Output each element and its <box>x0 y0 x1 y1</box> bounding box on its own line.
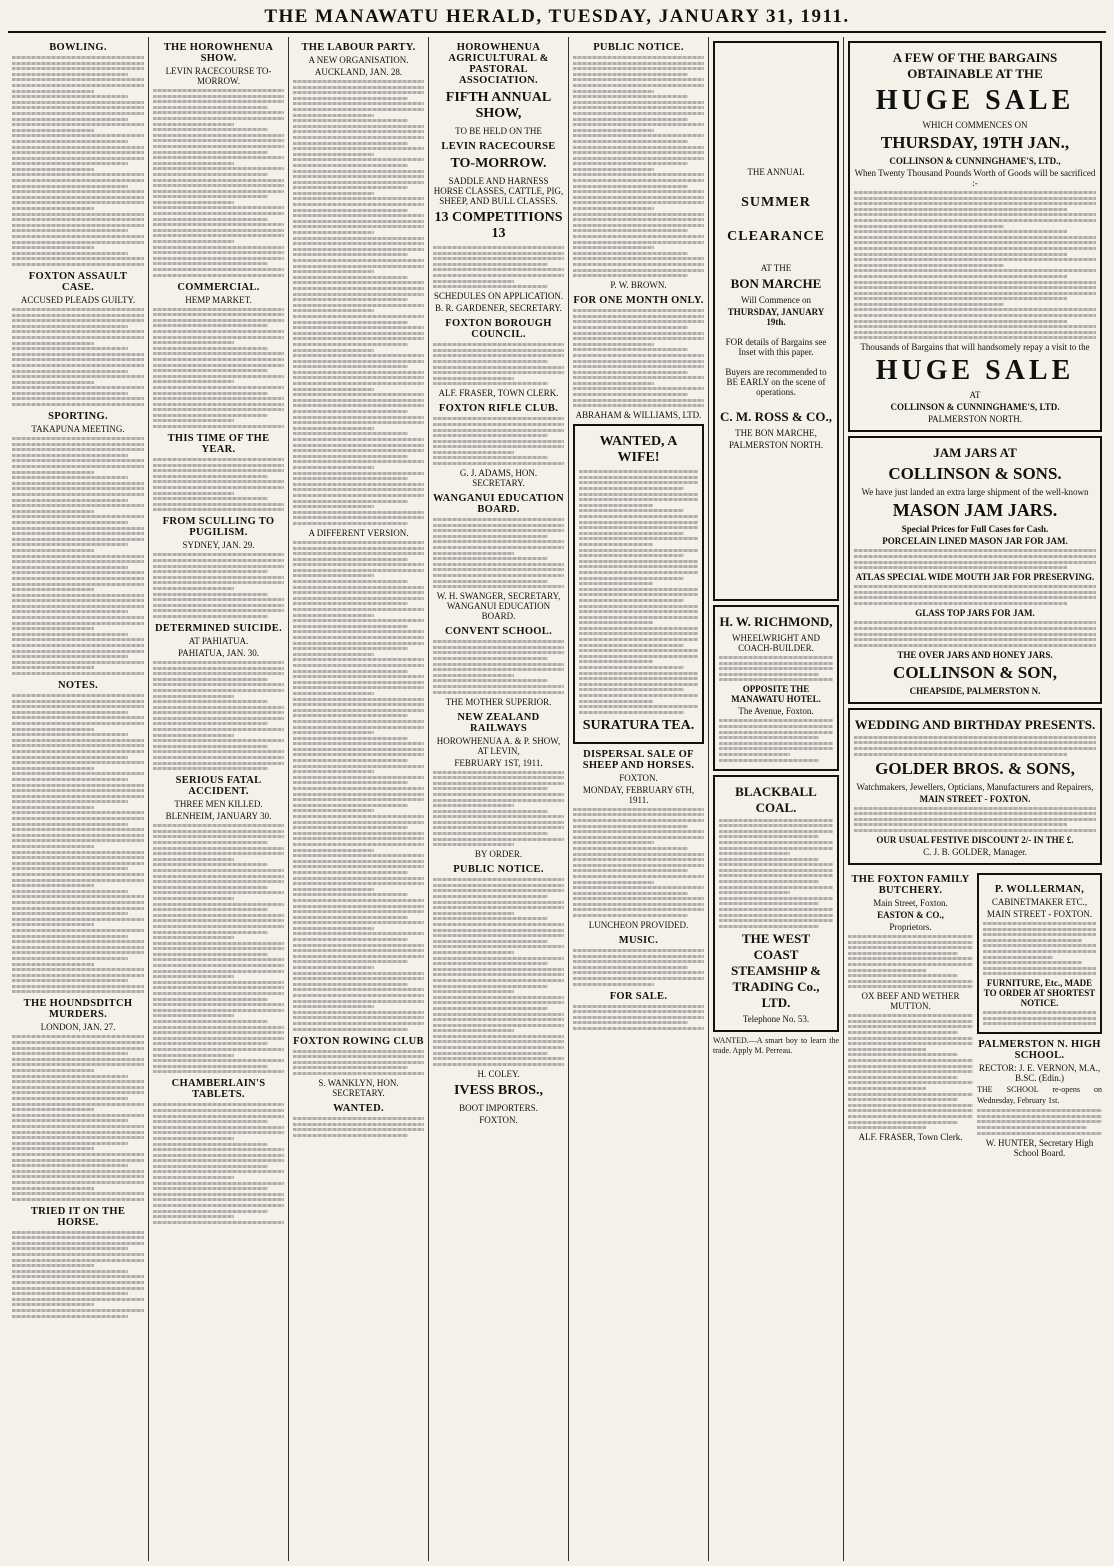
levin-racecourse: LEVIN RACECOURSE <box>441 141 556 152</box>
special: Special Prices for Full Cases for Cash. <box>901 524 1049 535</box>
atlas-prices <box>854 585 1096 605</box>
atlas: ATLAS SPECIAL WIDE MOUTH JAR FOR PRESERVING. <box>855 572 1095 583</box>
loans-fraser: ALF. FRASER, Town Clerk. <box>858 1132 963 1143</box>
suicide-body <box>153 661 284 770</box>
ross-town: PALMERSTON NORTH. <box>729 440 823 450</box>
coley-signoff: H. COLEY. <box>477 1068 520 1079</box>
notes-body <box>12 694 144 993</box>
dispersal-body <box>573 808 704 917</box>
date: THURSDAY, JANUARY 19th. <box>727 307 825 327</box>
commence: Will Commence on <box>740 295 812 305</box>
column-grid <box>8 37 1106 1561</box>
at: AT <box>969 390 981 401</box>
wanted-wife-body <box>579 470 698 714</box>
notice-heading-5: PUBLIC NOTICE. <box>593 42 684 53</box>
main-street: MAIN STREET - FOXTON. <box>919 793 1031 804</box>
wanted-wife: WANTED, A WIFE! <box>599 434 678 466</box>
wollerman: P. WOLLERMAN, <box>994 883 1085 895</box>
jam-heading: JAM JARS AT <box>933 445 1017 461</box>
wanganui-heading: WANGANUI EDUCATION BOARD. <box>433 493 564 516</box>
huge-sale-body <box>854 191 1096 339</box>
commences: WHICH COMMENCES ON <box>922 120 1028 130</box>
luncheon: LUNCHEON PROVIDED. <box>588 920 689 931</box>
steamship: THE WEST COAST STEAMSHIP & TRADING Co., LTD. <box>731 930 821 1010</box>
high-school: PALMERSTON N. HIGH SCHOOL. <box>978 1039 1101 1062</box>
brown-body <box>573 56 704 277</box>
mother-signoff: THE MOTHER SUPERIOR. <box>445 696 552 707</box>
sculling-dateline: SYDNEY, JAN. 29. <box>182 540 255 551</box>
porcelain-prices <box>854 549 1096 569</box>
tried-body <box>12 1231 144 1318</box>
column-7 <box>844 37 1106 1561</box>
bowling-heading: BOWLING. <box>49 42 107 53</box>
avenue: The Avenue, Foxton. <box>738 706 814 717</box>
loans-body <box>848 1014 973 1129</box>
different-body <box>293 541 424 1031</box>
bowling-body <box>12 56 144 266</box>
huge-sale-2: HUGE SALE <box>875 355 1075 387</box>
convent-heading: CONVENT SCHOOL. <box>445 626 552 638</box>
masthead: THE MANAWATU HERALD, TUESDAY, JANUARY 31, 1911. <box>8 6 1106 33</box>
butchery-ad <box>848 869 973 1160</box>
few-bargains: A FEW OF THE BARGAINS OBTAINABLE AT THE <box>892 50 1058 81</box>
horowhenua-body <box>153 89 284 277</box>
golder: GOLDER BROS. & SONS, <box>875 758 1075 778</box>
horowhenua-heading: THE HOROWHENUA SHOW. <box>163 42 274 64</box>
school-body <box>977 1109 1102 1134</box>
cabinet-street: MAIN STREET - FOXTON. <box>986 908 1093 919</box>
cheapside: CHEAPSIDE, PALMERSTON N. <box>909 685 1041 696</box>
commercial-heading: COMMERCIAL. <box>177 281 260 293</box>
railways-heading: NEW ZEALAND RAILWAYS <box>457 711 540 734</box>
column-2 <box>149 37 289 1561</box>
wanted-boy: WANTED.—A smart boy to learn the trade. Apply M. Perreau. <box>713 1035 839 1056</box>
borough-heading: FOXTON BOROUGH COUNCIL. <box>445 318 552 341</box>
classes: SADDLE AND HARNESS HORSE CLASSES, CATTLE, PIG, SHEEP, AND BULL CLASSES. <box>433 176 564 206</box>
jam-intro: We have just landed an extra large shipment of the well-known <box>861 487 1089 498</box>
porcelain: PORCELAIN LINED MASON JAR FOR JAM. <box>882 536 1068 547</box>
glass: GLASS TOP JARS FOR JAM. <box>915 608 1035 618</box>
rector: RECTOR: J. E. VERNON, M.A., B.SC. (Edin.) <box>978 1063 1101 1084</box>
column-3 <box>289 37 429 1561</box>
swanger-signoff: W. H. SWANGER, SECRETARY, WANGANUI EDUCATION BOARD. <box>436 591 561 622</box>
richmond-body-2 <box>719 719 833 761</box>
wanted-wife-ad <box>573 424 704 744</box>
over: THE OVER JARS AND HONEY JARS. <box>897 649 1053 660</box>
brown-signoff: P. W. BROWN. <box>610 280 667 291</box>
chamberlain-heading: CHAMBERLAIN'S TABLETS. <box>171 1078 266 1101</box>
annual: THE ANNUAL <box>747 167 805 177</box>
tried-heading: TRIED IT ON THE HORSE. <box>30 1205 126 1228</box>
huge-sale: HUGE SALE <box>875 85 1075 116</box>
one-month: FOR ONE MONTH ONLY. <box>573 295 704 307</box>
suicide-dateline: PAHIATUA, JAN. 30. <box>178 647 259 658</box>
levin-sub: LEVIN RACECOURSE TO-MORROW. <box>165 66 272 86</box>
butchery-street: Main Street, Foxton. <box>873 897 948 908</box>
houndsditch-heading: THE HOUNDSDITCH MURDERS. <box>23 998 133 1021</box>
ivess-town: FOXTON. <box>479 1114 518 1125</box>
music: MUSIC. <box>618 935 659 947</box>
thursday: THURSDAY, 19TH JAN., <box>880 133 1070 152</box>
wollerman-body <box>983 922 1096 975</box>
fifth-show: FIFTH ANNUAL SHOW, <box>445 90 552 121</box>
huge-sale-ad <box>848 41 1102 432</box>
golder-body <box>854 736 1096 756</box>
notes-heading: NOTES. <box>57 680 99 691</box>
richmond-ad <box>713 605 839 771</box>
blackball-body <box>719 819 833 928</box>
column-4 <box>429 37 569 1561</box>
wollerman-body-2 <box>983 1011 1096 1025</box>
column-5 <box>569 37 709 1561</box>
adams-signoff: G. J. ADAMS, HON. SECRETARY. <box>459 468 538 489</box>
ross-sub: THE BON MARCHE, <box>735 428 817 438</box>
bottom-ads <box>848 869 1102 1160</box>
fatal-dateline: BLENHEIM, JANUARY 30. <box>165 811 272 822</box>
column-6 <box>709 37 844 1561</box>
sporting-body <box>12 437 144 675</box>
golder-ad <box>848 708 1102 865</box>
notice-heading-4: PUBLIC NOTICE. <box>453 864 544 876</box>
goods: When Twenty Thousand Pounds Worth of Goods will be sacrificed :- <box>854 168 1096 188</box>
fatal-heading: SERIOUS FATAL ACCIDENT. <box>175 775 262 798</box>
golder-body-2 <box>854 807 1096 832</box>
mutton: OX BEEF AND WETHER MUTTON. <box>861 991 960 1012</box>
sporting-sub: TAKAPUNA MEETING. <box>31 424 125 435</box>
rowing-heading: FOXTON ROWING CLUB <box>293 1035 424 1047</box>
richmond-body <box>719 656 833 681</box>
dispersal-date: MONDAY, FEBRUARY 6TH, 1911. <box>582 784 695 805</box>
column-1 <box>8 37 149 1561</box>
rifle-body <box>433 417 564 465</box>
wanted-body <box>293 1117 424 1137</box>
bon-marche: BON MARCHE <box>730 276 822 291</box>
houndsditch-dateline: LONDON, JAN. 27. <box>40 1022 116 1033</box>
dispersal-town: FOXTON. <box>619 772 658 783</box>
held-on: TO BE HELD ON THE <box>455 126 542 136</box>
time-heading: THIS TIME OF THE YEAR. <box>167 433 270 456</box>
jam-firm: COLLINSON & SONS. <box>888 464 1062 484</box>
summer: SUMMER <box>741 195 811 210</box>
one-month-body <box>573 309 704 407</box>
ross: C. M. ROSS & CO., <box>720 409 832 424</box>
railways-sub: HOROWHENUA A. & P. SHOW, AT LEVIN, <box>436 735 561 756</box>
jam-notes <box>854 633 1096 647</box>
opposite: OPPOSITE THE MANAWATU HOTEL. <box>731 684 821 705</box>
hemp-body <box>153 308 284 428</box>
borough-body <box>433 343 564 385</box>
wollerman-box <box>977 873 1102 1035</box>
blackball: BLACKBALL COAL. <box>735 783 817 815</box>
festive: OUR USUAL FESTIVE DISCOUNT 2/- IN THE £. <box>876 834 1074 845</box>
tomorrow: TO-MORROW. <box>450 156 547 171</box>
telephone: Telephone No. 53. <box>742 1013 810 1024</box>
school-reopens: THE SCHOOL re-opens on Wednesday, February 1st. <box>977 1085 1102 1105</box>
assault-sub: ACCUSED PLEADS GUILTY. <box>20 294 136 305</box>
labour-heading: THE LABOUR PARTY. <box>301 42 416 53</box>
rowing-body <box>293 1050 424 1075</box>
fraser-signoff: ALF. FRASER, TOWN CLERK. <box>438 388 559 399</box>
hunter: W. HUNTER, Secretary High School Board. <box>985 1137 1094 1158</box>
wanganui-body <box>433 518 564 588</box>
railways-order: BY ORDER. <box>474 849 523 860</box>
at-the: AT THE <box>760 263 792 273</box>
cabinet: CABINETMAKER ETC., <box>991 896 1088 907</box>
for-sale: FOR SALE. <box>609 990 668 1002</box>
labour-dateline: AUCKLAND, JAN. 28. <box>314 67 403 77</box>
music-body <box>573 949 704 986</box>
time-body <box>153 458 284 511</box>
convent-body <box>433 640 564 693</box>
sculling-heading: FROM SCULLING TO PUGILISM. <box>162 516 275 539</box>
chamberlain-body <box>153 1103 284 1223</box>
suicide-sub: AT PAHIATUA. <box>188 635 249 646</box>
blackball-ad <box>713 775 839 1032</box>
abraham: ABRAHAM & WILLIAMS, LTD. <box>575 410 702 421</box>
collinson-son: COLLINSON & SON, <box>893 662 1057 682</box>
labour-body <box>293 80 424 525</box>
mason: MASON JAM JARS. <box>892 500 1058 521</box>
wedding: WEDDING AND BIRTHDAY PRESENTS. <box>854 716 1096 732</box>
assault-heading: FOXTON ASSAULT CASE. <box>28 270 128 293</box>
agri-heading: HOROWHENUA AGRICULTURAL & PASTORAL ASSOCIATION. <box>448 42 549 86</box>
competitions: 13 COMPETITIONS 13 <box>434 210 563 241</box>
butchery: THE FOXTON FAMILY BUTCHERY. <box>851 873 970 896</box>
buyers: Buyers are recommended to BE EARLY on the scene of operations. <box>725 367 827 397</box>
richmond: H. W. RICHMOND, <box>719 614 833 629</box>
bargains: FOR details of Bargains see Inset with this paper. <box>725 337 827 357</box>
palmerston: PALMERSTON NORTH. <box>928 414 1022 425</box>
wanted-heading: WANTED. <box>333 1102 384 1114</box>
agri-body <box>433 246 564 288</box>
coley-body <box>433 878 564 1066</box>
butchery-body <box>848 935 973 988</box>
rifle-heading: FOXTON RIFLE CLUB. <box>438 403 559 415</box>
suratura: SURATURA TEA. <box>582 717 695 733</box>
assault-body <box>12 308 144 406</box>
labour-sub: A NEW ORGANISATION. <box>308 55 409 65</box>
schedules: SCHEDULES ON APPLICATION. <box>433 291 564 302</box>
gardener: B. R. GARDENER, SECRETARY. <box>435 303 562 314</box>
golder-sub: Watchmakers, Jewellers, Opticians, Manufacturers and Repairers, <box>856 781 1094 792</box>
fatal-body <box>153 824 284 1073</box>
glass-prices <box>854 621 1096 630</box>
hemp-sub: HEMP MARKET. <box>185 294 252 305</box>
sporting-heading: SPORTING. <box>48 411 108 423</box>
rowing-signoff: S. WANKLYN, HON. SECRETARY. <box>318 1077 399 1098</box>
dispersal-heading: DISPERSAL SALE OF SHEEP AND HORSES. <box>582 748 695 771</box>
thousands: Thousands of Bargains that will handsomely repay a visit to the <box>860 342 1090 353</box>
railways-body <box>433 771 564 847</box>
golder-manager: C. J. B. GOLDER, Manager. <box>923 846 1027 857</box>
sculling-body <box>153 553 284 618</box>
railways-date: FEBRUARY 1ST, 1911. <box>454 757 543 768</box>
proprietors: Proprietors. <box>889 921 932 932</box>
jam-jars-ad <box>848 436 1102 703</box>
houndsditch-body <box>12 1035 144 1200</box>
collinson: COLLINSON & CUNNINGHAME'S, LTD., <box>889 156 1061 166</box>
collinson-2: COLLINSON & CUNNINGHAME'S, LTD. <box>890 402 1060 413</box>
furniture: FURNITURE, Etc., MADE TO ORDER AT SHORTEST NOTICE. <box>983 978 1096 1009</box>
different-sub: A DIFFERENT VERSION. <box>308 527 409 538</box>
wollerman-ad <box>977 869 1102 1160</box>
ivess-sub: BOOT IMPORTERS. <box>459 1102 538 1113</box>
richmond-sub: WHEELWRIGHT AND COACH-BUILDER. <box>732 633 820 653</box>
for-sale-body <box>573 1005 704 1030</box>
ivess-heading: IVESS BROS., <box>453 1082 544 1098</box>
clearance: CLEARANCE <box>727 229 825 244</box>
suicide-heading: DETERMINED SUICIDE. <box>154 622 283 634</box>
easton: EASTON & CO., <box>877 909 944 920</box>
bon-marche-ad <box>713 41 839 601</box>
fatal-sub: THREE MEN KILLED. <box>174 799 263 810</box>
